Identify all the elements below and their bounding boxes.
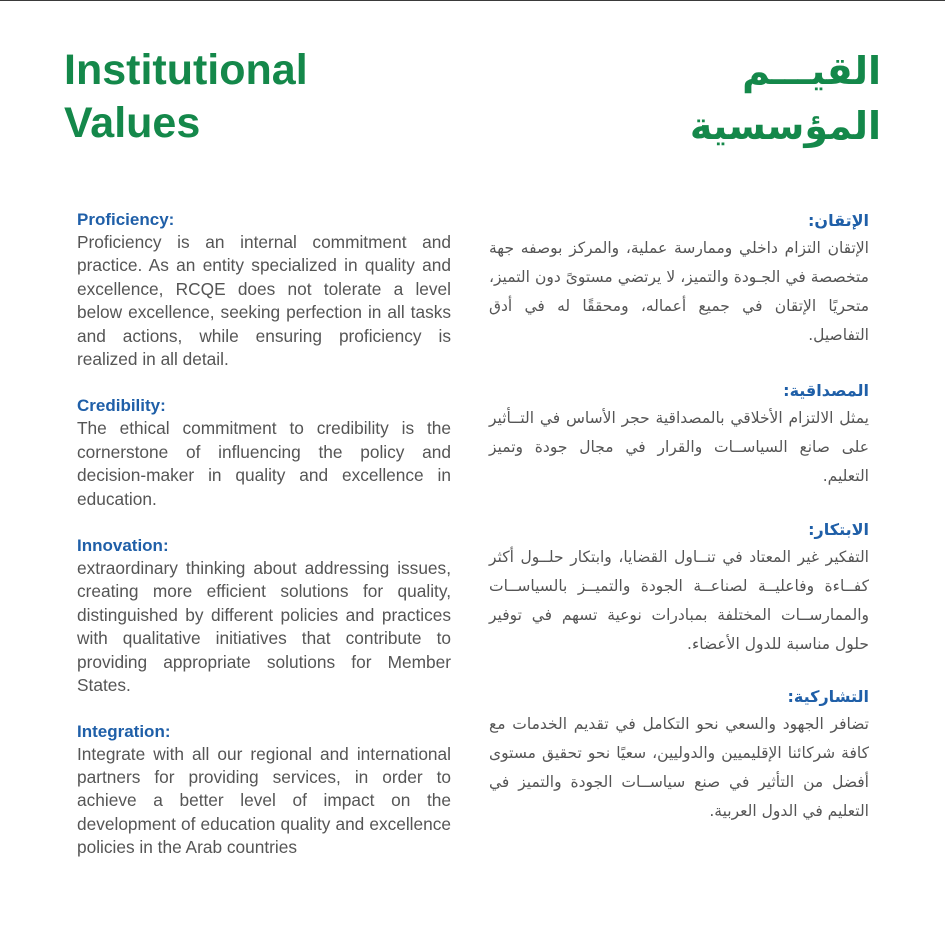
- value-heading-musdaqiya: المصداقية:: [783, 381, 869, 400]
- value-heading-proficiency: Proficiency:: [77, 210, 175, 229]
- value-heading-innovation: Innovation:: [77, 536, 169, 556]
- value-text-innovation: extraordinary thinking about addressing issues, creating more efficient solutions for quality, distinguished by different policies and practices with qualitative initiatives that contribute to providing appropriate solutions for Member States.: [77, 558, 451, 696]
- value-text-ibtikar: التفكير غير المعتاد في تنــاول القضايا، وابتكار حلــول أكثر كفــاءة وفاعليــة لصناعــة الجودة والتميــز بالسياســات والممارســات المختلفة بمبادرات نوعية تسهم في توفير حلول مناسبة للدول الأعضاء.: [489, 548, 869, 653]
- value-heading-integration: Integration:: [77, 721, 171, 741]
- value-heading-itqan: الإتقان:: [808, 211, 869, 230]
- value-section-innovation: [77, 534, 451, 697]
- value-text-credibility: The ethical commitment to credibility is the cornerstone of influencing the policy and decision-maker in quality and excellence in education.: [77, 418, 451, 509]
- value-heading-ibtikar: الابتكار:: [808, 520, 869, 539]
- arabic-values-column: [489, 208, 869, 826]
- value-heading-credibility: Credibility:: [77, 396, 166, 416]
- value-text-itqan: الإتقان التزام داخلي وممارسة عملية، والمركز بوصفه جهة متخصصة في الجـودة والتميز، لا يرتضي مستوىً دون التميز، متحريًا الإتقان في جميع أعماله، ومحققًا له في أدق التفاصيل.: [489, 239, 869, 344]
- top-divider: [0, 0, 945, 1]
- english-values-column: [77, 208, 451, 860]
- value-section-itqan: [489, 208, 869, 350]
- value-section-integration: [77, 720, 451, 860]
- value-heading-tasharukiya: التشاركية:: [787, 687, 869, 706]
- page-title-arabic: القيـــم المؤسسية: [689, 49, 881, 148]
- value-text-musdaqiya: يمثل الالتزام الأخلاقي بالمصداقية حجر الأساس في التــأثير على صانع السياســات والقرار في مجال جودة وتميز التعليم.: [489, 409, 869, 485]
- value-section-credibility: [77, 394, 451, 511]
- value-section-proficiency: [77, 208, 451, 371]
- value-text-proficiency: Proficiency is an internal commitment and practice. As an entity specialized in quality and excellence, RCQE does not tolerate a level below excellence, seeking perfection in all tasks and actions, while ensuring proficiency is realized in all detail.: [77, 232, 451, 370]
- page-title-english: Institutional Values: [64, 46, 308, 147]
- value-section-tasharukiya: [489, 684, 869, 826]
- value-text-integration: Integrate with all our regional and international partners for providing services, in order to achieve a better level of impact on the development of education quality and excellence policies in the Arab countries: [77, 743, 451, 858]
- value-section-ibtikar: [489, 517, 869, 659]
- value-text-tasharukiya: تضافر الجهود والسعي نحو التكامل في تقديم الخدمات مع كافة شركائنا الإقليميين والدوليين، سعيًا نحو تحقيق مستوى أفضل من التأثير في صنع سياســات الجودة والتميز في التعليم في الدول العربية.: [489, 715, 869, 820]
- value-section-musdaqiya: [489, 378, 869, 491]
